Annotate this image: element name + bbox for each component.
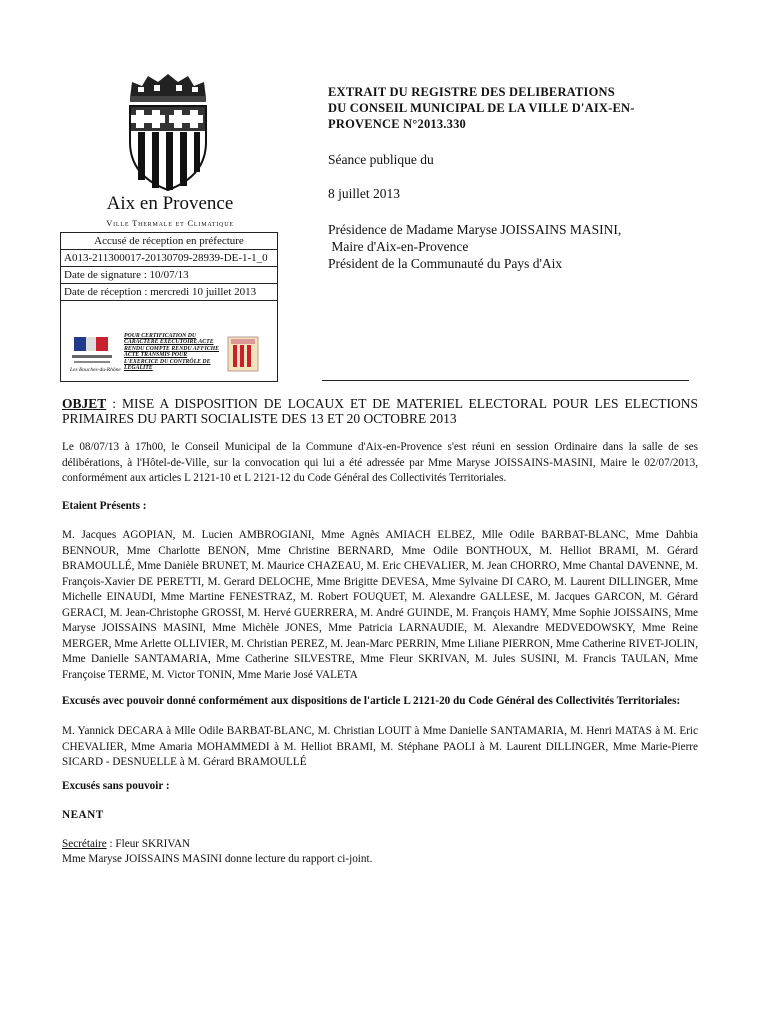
signature-date: Date de signature : 10/07/13 — [61, 267, 277, 284]
presents-heading: Etaient Présents : — [62, 500, 147, 512]
secretaire-name: : Fleur SKRIVAN — [106, 838, 191, 850]
stamp-text: POUR CERTIFICATION DU CARACTERE EXECUTOIRE ACTE RENDU COMPTE RENDU AFFICHE ACTE TRANSMIS POUR L'EXERCICE DU CONTRÔLE DE LEGALITE — [124, 333, 219, 372]
presents-list: M. Jacques AGOPIAN, M. Lucien AMBROGIANI, Mme Agnès AMIACH ELBEZ, Mlle Odile BARBAT-BLANC, Mme Dahbia BENNOUR, Mme Charlotte BENON, Mme Christine BERNARD, Mme Odile BONTHOUX, M. Helliot BRAMI, M. Gérard BRAMOULLÉ, Mme Danièle BRUNET, M. Maurice CHAZEAU, M. Eric CHEVALIER, M. Jean CHORRO, Mme Chantal DAVENNE, M. François-Xavier DE PERETTI, M. Gerard DELOCHE, Mme Brigitte DEVESA, Mme Sylvaine DI CARO, M. Laurent DILLINGER, Mme Michelle EINAUDI, Mme Martine FENESTRAZ, M. Robert FOUQUET, M. Alexandre GALLESE, M. Jacques GARCON, M. Gérard GERACI, M. Jean-Christophe GROSSI, M. Hervé GUERRERA, M. André GUINDE, M. François HAMY, Mme Sophie JOISSAINS, Mme Maryse JOISSAINS MASINI, Mme Michèle JONES, Mme Patricia LARNAUDIE, M. Alexandre MEDVEDOWSKY, Mme Reine MERGER, Mme Arlette OLLIVIER, M. Christian PEREZ, M. Jean-Marc PERRIN, Mme Liliane PIERRON, Mme Catherine RIVET-JOLIN, Mme Danielle SANTAMARIA, Mme Catherine SILVESTRE, Mme Fleur SKRIVAN, M. Jules SUSINI, M. Francis TAULAN, Mme Françoise TERME, M. Victor TONIN, Mme Marie José VALETA — [62, 529, 698, 681]
presidence-line: Président de la Communauté du Pays d'Aix — [328, 256, 563, 271]
city-tagline: Ville Thermale et Climatique — [106, 218, 234, 228]
neant-label: NEANT — [62, 809, 104, 821]
city-coat-of-arms — [118, 72, 218, 194]
lecture-line: Mme Maryse JOISSAINS MASINI donne lecture du rapport ci-joint. — [62, 853, 373, 865]
prefecture-stamp — [68, 333, 268, 377]
city-name: Aix en Provence — [106, 193, 234, 214]
document-title — [328, 84, 688, 132]
secretaire-line — [62, 837, 698, 853]
presidence-line: Maire d'Aix-en-Provence — [328, 239, 469, 254]
prefecture-label: Les Bouches-du-Rhône — [70, 367, 121, 373]
title-line: EXTRAIT DU REGISTRE DES DELIBERATIONS — [328, 85, 615, 99]
separator-line — [322, 380, 689, 381]
objet-label: OBJET — [62, 396, 107, 411]
reception-date: Date de réception : mercredi 10 juillet 2013 — [61, 284, 277, 301]
presidence-block — [328, 221, 698, 272]
seance-label: Séance publique du — [328, 152, 434, 167]
presidence-line: Présidence de Madame Maryse JOISSAINS MASINI, — [328, 222, 622, 237]
title-line: PROVENCE N°2013.330 — [328, 117, 466, 131]
title-line: DU CONSEIL MUNICIPAL DE LA VILLE D'AIX-EN- — [328, 101, 635, 115]
excuses-sans-heading: Excusés sans pouvoir : — [62, 780, 170, 792]
excuses-avec-heading: Excusés avec pouvoir donné conformément aux dispositions de l'article L 2121-20 du Code Général des Collectivités Territoriales: — [62, 695, 681, 707]
objet-paragraph — [62, 396, 698, 426]
excuses-avec-list: M. Yannick DECARA à Mlle Odile BARBAT-BLANC, M. Christian LOUIT à Mme Danielle SANTAMARIA, M. Henri MATAS à M. Eric CHEVALIER, Mme Amaria MOHAMMEDI à M. Helliot BRAMI, M. Stéphane PAOLI à M. Laurent DILLINGER, Mme Marie-Pierre SICARD - DESNUELLE à M. Gérard BRAMOULLÉ — [62, 725, 698, 768]
receipt-id: A013-211300017-20130709-28939-DE-1-1_0 — [61, 250, 277, 267]
secretaire-label: Secrétaire — [62, 838, 107, 850]
seance-date: 8 juillet 2013 — [328, 186, 400, 201]
receipt-title: Accusé de réception en préfecture — [61, 233, 277, 250]
objet-text: : MISE A DISPOSITION DE LOCAUX ET DE MATERIEL ELECTORAL POUR LES ELECTIONS PRIMAIRES DU PARTI SOCIALISTE DES 13 ET 20 OCTOBRE 2013 — [62, 396, 698, 426]
intro-paragraph: Le 08/07/13 à 17h00, le Conseil Municipal de la Commune d'Aix-en-Provence s'est réuni en session Ordinaire dans la salle de ses délibérations, à l'Hôtel-de-Ville, sur la convocation qui lui a été adressée par Mme Maryse JOISSAINS-MASINI, Maire le 02/07/2013, conformément aux articles L 2121-10 et L 2121-12 du Code Général des Collectivités Territoriales. — [62, 441, 698, 484]
